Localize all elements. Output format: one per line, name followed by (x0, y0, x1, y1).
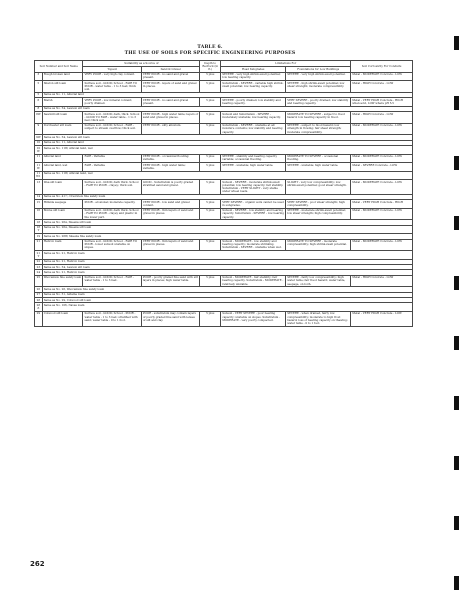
depth-cell: 5 plus (200, 180, 221, 195)
sand-gravel-cell: POOR - substratum may contain layers of poorly graded fine sand with lenses of silt and clay. (141, 311, 199, 326)
soil-reference-cell: Same as No. 54, Lawson silt loam (42, 265, 412, 270)
table-row (35, 303, 413, 312)
margin-mark (454, 336, 459, 350)
topsoil-cell: Surface soil - GOOD; dark thick. School - FAIR TO POOR - clayey; thick soil. (83, 180, 141, 195)
soil-number-cell: 23 (35, 265, 43, 270)
margin-mark (454, 216, 459, 230)
depth-cell: 5 plus (200, 200, 221, 209)
soil-number-cell: 8W (35, 112, 43, 124)
foundation-cell: MODERATE TO SEVERE - occasional flooding. (286, 154, 351, 163)
corrosivity-cell: Metal - VERY HIGH Concrete - HIGH (351, 200, 413, 209)
soil-reference-cell: Same as No. 29, Colwood silt loam (42, 298, 412, 303)
margin-marks (449, 0, 461, 600)
soil-number-cell: 16 (35, 208, 43, 220)
depth-cell: 5 plus (200, 81, 221, 93)
sand-gravel-cell: VERY POOR - silty alluvium. (141, 123, 199, 135)
depth-cell: 5 plus (200, 311, 221, 326)
table-body (35, 72, 413, 326)
table-row (35, 154, 413, 163)
soil-number-cell: 21T (35, 251, 43, 260)
header-topsoil: Topsoil (83, 66, 141, 72)
margin-mark (454, 576, 459, 590)
topsoil-cell: Surface soil - GOOD; dark thick. School - FAIR TO POOR - clayey and plastic in the lower part. (83, 208, 141, 220)
soil-reference-cell: Same as No. 54, Lawson silt loam (42, 135, 412, 140)
soil-reference-cell: Same as No. 54, Lawson silt loam (42, 106, 412, 111)
foundation-cell: SEVERE - fairly low compressibility; high water table; fair flood hazard; water table, seepage, on both. (286, 275, 351, 287)
soil-name-cell: Sharon silt loam (42, 81, 83, 93)
soil-number-cell: 25 (35, 275, 43, 287)
soil-number-cell: 19 (35, 234, 43, 239)
sand-gravel-cell: VERY POOR - high water table; variable. (141, 163, 199, 172)
soil-number-cell: 6 (35, 98, 43, 107)
topsoil-cell: FAIR - Variable (83, 163, 141, 172)
sand-gravel-cell: VERY POOR - no sand and gravel present. (141, 98, 199, 107)
margin-mark (454, 276, 459, 290)
topsoil-cell: FAIR - Variable (83, 154, 141, 163)
foundation-cell: MODERATE TO SEVERE - moderate compressibility; high shrink-swell potential. (286, 239, 351, 251)
foundation-cell: SEVERE - subject to flood hazard; low strength in flowing; fair shear strength; moderate compressibility. (286, 123, 351, 135)
margin-mark (454, 396, 459, 410)
road-subgrade-cell: Substratum - SEVERE - variable high shrink-swell potential; low bearing capacity. (221, 81, 286, 93)
soil-name-cell: Dorchester silt loam (42, 123, 83, 135)
sand-gravel-cell: GOOD - Substratum is poorly graded stratified sand and gravel. (141, 180, 199, 195)
depth-cell: 5 plus (200, 208, 221, 220)
topsoil-cell: Surface soil - GOOD; School - FAIR - water table - 1 to 3 feet. (83, 275, 141, 287)
table-row (35, 98, 413, 107)
road-subgrade-cell: Subsoil - SEVERE - low stability and bearing capacity. Substratum - SEVERE - low bearing capacity. (222, 208, 284, 219)
margin-mark (454, 156, 459, 170)
soil-number-cell: 11W (35, 163, 43, 172)
table-header (35, 61, 413, 73)
foundation-cell: SEVERE - moderate shrink-swell potential; low shear strength; high compressibility. (286, 208, 351, 220)
corrosivity-cell: Metal - VERY HIGH Concrete - HIGH when acid, LOW where pH 5.5 (351, 98, 413, 107)
header-soil: Soil Number and Soil Name (35, 61, 83, 73)
topsoil-cell: Surface soil - GOOD; School - FAIR - subject to stream overflow; thick soil. (83, 123, 141, 135)
corrosivity-cell: Metal - MODERATE Concrete - LOW (351, 72, 413, 81)
sand-gravel-cell: VERY POOR - layers of sand and gravel in places. (141, 81, 199, 93)
soil-number-cell: 11W1 (36, 171, 41, 179)
soil-reference-cell: Same as No. 21, Hebron loam (42, 251, 412, 260)
topsoil-cell: Surface soil - GOOD; dark, thick. School - GOOD TO FAIR - water table - 1 to 3 feet; thick soil. (83, 112, 141, 124)
sand-gravel-cell: VERY POOR - occasional flooding; variable. (141, 154, 199, 163)
depth-cell: 5 plus (200, 112, 221, 124)
soil-name-cell: Sawmill silt loam (42, 112, 83, 124)
corrosivity-cell: Metal - VERY HIGH Concrete - LOW (351, 311, 413, 326)
corrosivity-cell: Metal - MODERATE Concrete - LOW (351, 180, 413, 195)
soil-reference-cell: Same as No. 26W, Skeena fine sandy loam (42, 234, 412, 239)
soil-name-cell: Alluvial land, wet (42, 163, 83, 172)
soil-number-cell: 5 (35, 92, 43, 97)
margin-mark (454, 36, 459, 50)
corrosivity-cell: Metal - MODERATE Concrete - LOW (351, 239, 413, 251)
soil-number-cell: 18T (35, 225, 43, 234)
soil-name-cell: Rough broken land (42, 72, 83, 81)
foundation-cell: SEVERE - high shrink-swell potential; low shear strength; moderate compressibility. (286, 81, 351, 93)
soil-number-cell: 26 (35, 287, 43, 292)
soil-reference-cell: Same as No. 21, Hebron loam (42, 259, 412, 264)
corrosivity-cell: Metal - MODERATE Concrete - LOW (351, 123, 413, 135)
corrosivity-cell: Metal - MODERATE Concrete - LOW (351, 208, 413, 220)
soil-number-cell: 27 (35, 292, 43, 297)
soil-number-cell: 8 (35, 106, 43, 111)
foundation-cell: SLIGHT - very low compressibility; low shrink-swell potential; good shear strength. (286, 180, 351, 195)
soils-table (34, 60, 413, 327)
foundation-cell: SEVERE - unstable; high water table. (286, 163, 351, 172)
topsoil-cell: POOR - erosional; moderate capacity. (83, 200, 141, 209)
soil-reference-cell: Same as No. 11W, Alluvial land, wet (42, 171, 412, 180)
header-foundations: Foundations for Low Buildings (286, 66, 351, 72)
road-subgrade-cell: Subsoil - VERY SEVERE - poor bearing capacity; unstable on slopes. Substratum - MODERATE - very poorly compacted. (221, 311, 286, 326)
soil-number-cell: 18 (35, 220, 43, 225)
foundation-cell: SEVERE - when drained, fairly low compressibility; moderate to high frost hazard; loss of bearing capacity on thawing; water table - 0 to 1 foot. (286, 311, 351, 326)
page-number: 262 (30, 560, 45, 568)
soil-name-cell: Waccamaw fine sandy loam (42, 275, 83, 287)
soil-name-cell: Hillside seepage (42, 200, 83, 209)
soil-number-cell: 28 (35, 298, 43, 303)
table-row (35, 239, 413, 251)
topsoil-cell: Surface soil - GOOD; School - FAIR TO POOR - lower subsoil unstable on slopes. (83, 239, 141, 251)
header-suitability: Suitability as a Source of (83, 61, 200, 67)
corrosivity-cell: Metal - HIGH Concrete - LOW (351, 275, 413, 287)
soil-number-cell: 5 (35, 81, 43, 93)
table-row (35, 311, 413, 326)
foundation-cell: VERY SEVERE - poor shear strength; high compressibility. (286, 200, 351, 209)
soil-reference-cell: Same as No. 41½, Crestview fine sandy loam (42, 194, 412, 199)
soil-number-cell: 9W (36, 134, 41, 139)
foundation-cell: MODERATE TO SEVERE - subject to flood hazard; low bearing capacity in flood. (286, 112, 351, 124)
header-road: Road Subgrades (221, 66, 286, 72)
soil-number-cell: 14 (35, 194, 43, 199)
soil-name-cell: Alluvial land (42, 154, 83, 163)
header-corrosivity: Soil Corrosivity For Conduits (351, 61, 413, 73)
road-subgrade-cell: Subsoil - SEVERE - moderate shrink-swell potential; low bearing capacity; fair stability. Substratum - VERY SLIGHT - very stable under wheel loads. (221, 180, 286, 195)
topsoil-cell: Surface soil - GOOD; School - FAIR TO POOR - water table - 1 to 3 feet; thick soil. (83, 81, 141, 93)
table-row (35, 123, 413, 135)
header-depth: Depth to Bedrock (in ft.) (200, 61, 221, 73)
table-title: TABLE 6. (197, 45, 223, 50)
soil-reference-cell: Same as No. 21, Hebron loam (42, 270, 412, 275)
soil-number-cell: 15 (35, 200, 43, 209)
header-sand: Sand & Gravel (141, 66, 199, 72)
road-subgrade-cell: SEVERE - unstable; high water table. (221, 163, 286, 172)
table-row (35, 72, 413, 81)
soil-name-cell: Hebron loam (42, 239, 83, 251)
table-row (35, 146, 413, 155)
table-row (35, 163, 413, 172)
soil-number-cell: 9 (35, 123, 43, 135)
topsoil-cell: VERY POOR - very high clay content. (83, 72, 141, 81)
soil-reference-cell: Same as No. 106, Navas loam (42, 303, 412, 312)
soil-number-cell: 22 (35, 259, 43, 264)
header-limitations: Limitations For (221, 61, 351, 67)
soil-number-cell: 24 (35, 270, 43, 275)
soil-name-cell: Wea silt loam (42, 180, 83, 195)
road-subgrade-cell: SEVERE - stability and bearing capacity variable; occasional flooding. (221, 154, 286, 163)
corrosivity-cell: Metal - HIGH Concrete - LOW (351, 112, 413, 124)
soil-reference-cell: Same as No. 11W, Alluvial land, wet (42, 146, 412, 155)
road-subgrade-cell: Substratum - SEVERE - unstable at all moisture contents; low stability and bearing capacity. (221, 123, 286, 135)
soil-name-cell: Marsh (42, 98, 83, 107)
corrosivity-cell: Metal - HIGH Concrete - LOW (351, 81, 413, 93)
soil-number-cell: 11 (35, 154, 43, 163)
sand-gravel-cell: VERY POOR - thin layers of sand and gravel in places. (141, 208, 199, 220)
table-row (35, 171, 413, 180)
topsoil-cell: Surface soil - GOOD; School - POOR - water table - 1 to 3 feet; stratified with sand; water table - 0 to 1 foot. (83, 311, 141, 326)
table-row (35, 251, 413, 260)
road-subgrade-cell: Subsoil - MODERATE - low stability and bearing capacity; moderate shrinking. Substratum - SEVERE - unstable when wet. (221, 239, 286, 251)
sand-gravel-cell: VERY POOR - no sand and gravel present. (141, 72, 199, 81)
soil-reference-cell: Same as No. 51, Aldaine loam (42, 292, 412, 297)
depth-cell: 5 plus (200, 98, 221, 107)
road-subgrade-cell: Subsoil - MODERATE - fair stability; fair bearing capacity. Substratum - MODERATE - relatively unstable. (221, 275, 286, 287)
depth-cell: 5 plus (200, 72, 221, 81)
corrosivity-cell: Metal - SEVERE Concrete - LOW (351, 163, 413, 172)
margin-mark (454, 96, 459, 110)
depth-cell: 5 plus (200, 154, 221, 163)
sand-gravel-cell: POOR - poorly graded fine sand with silt layers in places; high water table. (141, 275, 199, 287)
soil-reference-cell: Same as No. 11, Alluvial land (42, 92, 412, 97)
margin-mark (454, 516, 459, 530)
soil-number-cell: 10 (35, 140, 43, 145)
table-subtitle: THE USE OF SOILS FOR SPECIFIC ENGINEERING PURPOSES (124, 51, 296, 56)
soil-reference-cell: Same as No. 26A, Skeena silt loam (42, 225, 412, 234)
sand-gravel-cell: VERY POOR - low sand and gravel content. (141, 200, 199, 209)
soil-number-cell: 28Z (35, 303, 43, 312)
table-row (35, 81, 413, 93)
soil-reference-cell: Same as No. 11, Alluvial land (42, 140, 412, 145)
soil-number-cell: 10W (35, 146, 43, 155)
table-row (35, 225, 413, 234)
margin-mark (454, 456, 459, 470)
foundation-cell: SEVERE - very high shrink-swell potential. (286, 72, 351, 81)
table-row (35, 112, 413, 124)
soil-number-cell: 21 (35, 239, 43, 251)
road-subgrade-cell: SEVERE - very high shrink-swell potential; low bearing capacity. (221, 72, 286, 81)
soil-reference-cell: Same as No. 26A, Skeena silt loam (42, 220, 412, 225)
road-subgrade-cell: VERY SEVERE - organic soils cannot be used in subgrades. (222, 199, 284, 207)
sand-gravel-cell: VERY POOR - thin layers of sand and gravel in places. (141, 239, 199, 251)
topsoil-cell: VERY POOR - low mineral content; poorly drained. (83, 98, 141, 107)
corrosivity-cell: Metal - MODERATE Concrete - LOW (351, 154, 413, 163)
table-row (35, 180, 413, 195)
soil-name-cell: Colwood silt loam (42, 311, 83, 326)
table-row (35, 200, 413, 209)
soil-number-cell: 13 (35, 180, 43, 195)
table-row (35, 208, 413, 220)
soil-number-cell: 29 (35, 311, 43, 326)
depth-cell: 5 plus (200, 275, 221, 287)
road-subgrade-cell: Subsoil and Substratum - SEVERE - moderately unstable; low bearing capacity. (221, 112, 286, 124)
table-row (35, 275, 413, 287)
foundation-cell: VERY SEVERE - poorly drained; low stability and bearing capacity. (286, 98, 351, 107)
sand-gravel-cell: VERY POOR - high water table; layers of sand and gravel in places. (141, 112, 199, 124)
road-subgrade-cell: SEVERE - poorly drained; low stability and bearing capacity. (221, 98, 286, 107)
soil-number-cell: 3 (35, 72, 43, 81)
depth-cell: 5 plus (200, 163, 221, 172)
soil-name-cell: Bonne silt loam (42, 208, 83, 220)
depth-cell: 5 plus (200, 123, 221, 135)
soil-reference-cell: Same as No. 26, Waccamaw fine sandy loam (42, 287, 412, 292)
depth-cell: 5 plus (200, 239, 221, 251)
